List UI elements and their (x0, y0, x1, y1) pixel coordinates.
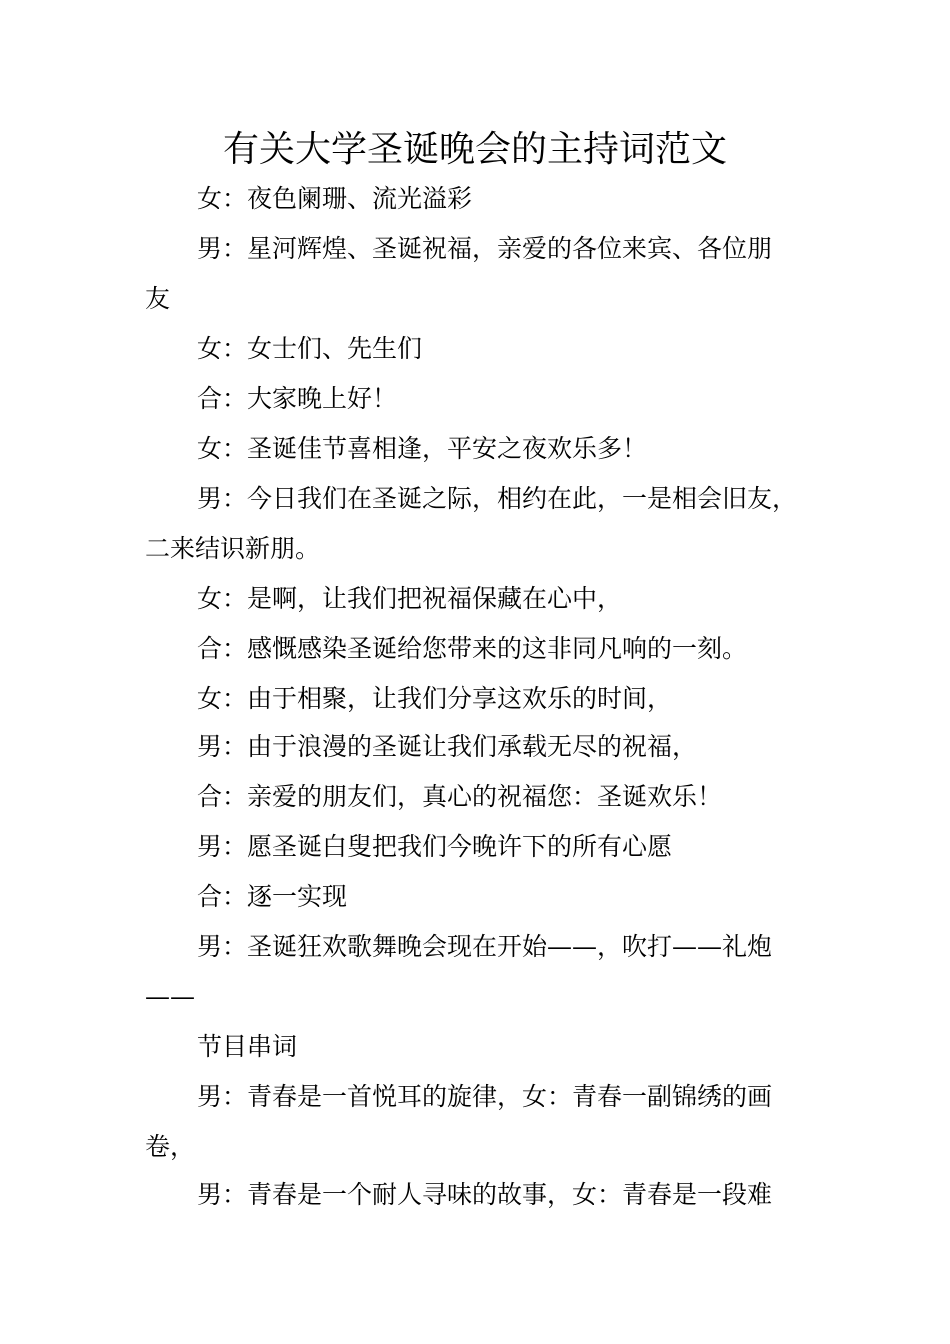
paragraph-line: 女：圣诞佳节喜相逢，平安之夜欢乐多！ (197, 434, 648, 463)
paragraph-line: 男：星河辉煌、圣诞祝福，亲爱的各位来宾、各位朋 (197, 234, 773, 263)
paragraph-line: 女：女士们、先生们 (197, 334, 423, 363)
paragraph (145, 722, 825, 772)
paragraph (145, 1170, 825, 1220)
paragraph (145, 922, 825, 1022)
paragraph-line-continued: 友 (145, 284, 171, 313)
paragraph-line: 节目串词 (197, 1032, 298, 1061)
paragraph (145, 174, 825, 224)
paragraph-line: 女：是啊，让我们把祝福保藏在心中， (197, 584, 623, 613)
paragraph-line: 合：逐一实现 (197, 882, 348, 911)
paragraph (145, 374, 825, 424)
paragraph-line: 男：青春是一个耐人寻味的故事，女：青春是一段难 (197, 1180, 773, 1209)
paragraph-line: 女：夜色阑珊、流光溢彩 (197, 184, 473, 213)
paragraph-line: 女：由于相聚，让我们分享这欢乐的时间， (197, 684, 673, 713)
paragraph (145, 872, 825, 922)
paragraph-line: 合：感慨感染圣诞给您带来的这非同凡响的一刻。 (197, 634, 748, 663)
paragraph (145, 1072, 825, 1172)
paragraph (145, 674, 825, 724)
paragraph (145, 224, 825, 324)
paragraph (145, 574, 825, 624)
paragraph (145, 474, 825, 574)
section-heading (145, 1022, 825, 1072)
paragraph (145, 772, 825, 822)
paragraph (145, 324, 825, 374)
paragraph-line-continued: 二来结识新朋。 (145, 534, 321, 563)
paragraph-line: 男：由于浪漫的圣诞让我们承载无尽的祝福， (197, 732, 698, 761)
paragraph (145, 624, 825, 674)
paragraph (145, 424, 825, 474)
paragraph-line-continued: 卷， (145, 1132, 196, 1161)
paragraph (145, 822, 825, 872)
paragraph-line: 合：亲爱的朋友们，真心的祝福您：圣诞欢乐！ (197, 782, 723, 811)
document-title: 有关大学圣诞晚会的主持词范文 (222, 129, 727, 170)
paragraph-line: 男：今日我们在圣诞之际，相约在此，一是相会旧友， (197, 484, 798, 513)
paragraph-line: 合：大家晚上好！ (197, 384, 398, 413)
paragraph-line: 男：圣诞狂欢歌舞晚会现在开始——，吹打——礼炮 (197, 932, 773, 961)
paragraph-line: 男：愿圣诞白叟把我们今晚许下的所有心愿 (197, 832, 673, 861)
paragraph-line: 男：青春是一首悦耳的旋律，女：青春一副锦绣的画 (197, 1082, 773, 1111)
paragraph-line-continued: —— (145, 982, 195, 1011)
